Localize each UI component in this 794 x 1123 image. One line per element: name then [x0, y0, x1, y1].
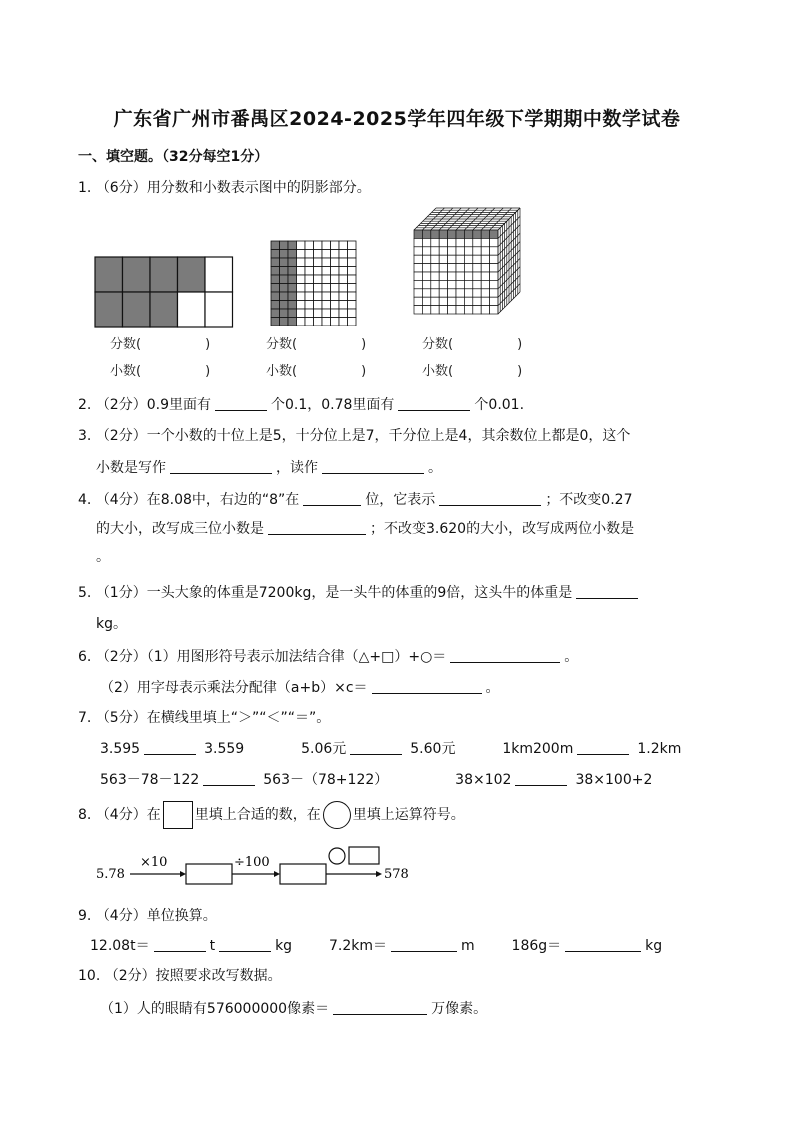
cube-cell: [439, 289, 447, 297]
cube-cell: [456, 306, 464, 314]
fraction-label-3: 分数( ): [422, 337, 523, 352]
answer-blank[interactable]: [333, 1000, 427, 1015]
grid-cell: [305, 309, 314, 318]
grid-cell: [305, 267, 314, 276]
grid-cell: [331, 250, 340, 259]
cube-cell: [464, 255, 472, 263]
cube-cell: [490, 238, 498, 246]
fraction-label-2: 分数( ): [266, 337, 367, 352]
grid-cell: [322, 292, 331, 301]
cube-cell: [439, 272, 447, 280]
cube-cell: [431, 297, 439, 305]
cube-cell: [431, 264, 439, 272]
grid-cell: [314, 284, 323, 293]
cube-cell: [422, 306, 430, 314]
grid-cell: [288, 241, 297, 250]
grid-cell: [288, 301, 297, 310]
square-box-icon: [163, 801, 193, 829]
cube-cell: [481, 289, 489, 297]
decimal-label-1: 小数( ): [110, 364, 211, 379]
grid-cell: [348, 301, 357, 310]
answer-blank[interactable]: [565, 937, 641, 952]
grid-cell: [297, 301, 306, 310]
grid-cell: [322, 241, 331, 250]
grid-cell: [297, 318, 306, 327]
grid-cell: [322, 309, 331, 318]
cube-cell: [431, 272, 439, 280]
cube-cell: [490, 255, 498, 263]
grid-cell: [297, 250, 306, 259]
grid-cell: [288, 250, 297, 259]
cube-cell: [464, 272, 472, 280]
grid-cell: [288, 292, 297, 301]
cube-cell: [456, 289, 464, 297]
cube-cell: [464, 306, 472, 314]
flow-diagram: [94, 842, 414, 888]
cube-cell: [414, 297, 422, 305]
grid-cell: [331, 241, 340, 250]
grid-cell: [322, 318, 331, 327]
question-9-row: 12.08t＝ t kg 7.2km＝ m 186g＝ kg: [90, 938, 663, 954]
cube-cell: [431, 306, 439, 314]
grid-cell: [205, 257, 233, 292]
cube-cell: [464, 280, 472, 288]
grid-cell: [280, 309, 289, 318]
cube-cell: [431, 230, 439, 238]
flow-start: 5.78: [96, 867, 125, 882]
answer-blank[interactable]: [450, 648, 560, 663]
grid-cell: [297, 275, 306, 284]
grid-cell: [271, 292, 280, 301]
cube-cell: [414, 306, 422, 314]
grid-cell: [305, 292, 314, 301]
cube-cell: [464, 264, 472, 272]
question-4-end: 。: [96, 549, 110, 565]
cube-cell: [422, 289, 430, 297]
grid-cell: [271, 284, 280, 293]
cube-cell: [490, 297, 498, 305]
answer-blank[interactable]: [439, 491, 541, 506]
grid-cell: [297, 309, 306, 318]
cube-cell: [422, 264, 430, 272]
cube-cell: [448, 264, 456, 272]
grid-cell: [339, 241, 348, 250]
cube-cell: [490, 247, 498, 255]
grid-cell: [331, 292, 340, 301]
grid-cell: [331, 284, 340, 293]
circle-icon: [323, 801, 351, 829]
cube-cell: [439, 280, 447, 288]
cube-cell: [464, 297, 472, 305]
grid-cell: [348, 284, 357, 293]
flow-op2: ÷100: [234, 855, 270, 870]
question-1: 1. （6分）用分数和小数表示图中的阴影部分。: [78, 180, 371, 196]
grid-cell: [322, 275, 331, 284]
grid-cell: [339, 284, 348, 293]
cube-cell: [448, 289, 456, 297]
grid-cell: [339, 301, 348, 310]
grid-cell: [348, 309, 357, 318]
grid-cell: [314, 241, 323, 250]
cube-cell: [464, 289, 472, 297]
cube-cell: [422, 272, 430, 280]
grid-cell: [314, 250, 323, 259]
answer-blank[interactable]: [215, 396, 267, 411]
answer-blank[interactable]: [219, 937, 271, 952]
cube-cell: [431, 255, 439, 263]
cube-cell: [456, 297, 464, 305]
grid-cell: [288, 309, 297, 318]
cube-cell: [439, 238, 447, 246]
answer-blank[interactable]: [577, 740, 629, 755]
question-8: 8. （4分）在 里填上合适的数，在 里填上运算符号。: [78, 800, 465, 830]
flow-box-3: [349, 847, 379, 864]
grid-cell: [348, 292, 357, 301]
cube-cell: [481, 230, 489, 238]
grid-cell: [348, 250, 357, 259]
grid-cell: [178, 257, 206, 292]
grid-cell: [322, 301, 331, 310]
cube-cell: [473, 238, 481, 246]
cube-cell: [481, 280, 489, 288]
grid-cell: [150, 292, 178, 327]
question-5: 5. （1分）一头大象的体重是7200kg，是一头牛的体重的9倍，这头牛的体重是: [78, 582, 642, 602]
cube-cell: [422, 230, 430, 238]
grid-cell: [331, 258, 340, 267]
grid-cell: [297, 258, 306, 267]
answer-blank[interactable]: [268, 520, 366, 535]
grid-cell: [305, 258, 314, 267]
cube-cell: [490, 306, 498, 314]
grid-cell: [205, 292, 233, 327]
cube-cell: [414, 255, 422, 263]
grid-cell: [288, 284, 297, 293]
grid-cell: [348, 318, 357, 327]
question-6-part2: （2）用字母表示乘法分配律（a+b）×c＝ 。: [100, 680, 500, 696]
cube-cell: [414, 238, 422, 246]
question-3: 3. （2分）一个小数的十位上是5，十分位上是7，千分位上是4，其余数位上都是0，这个: [78, 428, 631, 444]
cube-cell: [439, 264, 447, 272]
cube-cell: [414, 289, 422, 297]
cube-cell: [473, 255, 481, 263]
flow-op1: ×10: [140, 855, 168, 870]
cube-cell: [422, 247, 430, 255]
cube-cell: [490, 264, 498, 272]
thousand-cube-figure: [412, 206, 532, 330]
grid-cell: [322, 258, 331, 267]
grid-cell: [280, 318, 289, 327]
grid-cell: [271, 275, 280, 284]
answer-blank[interactable]: [398, 396, 470, 411]
grid-cell: [305, 250, 314, 259]
grid-cell: [280, 250, 289, 259]
grid-cell: [305, 241, 314, 250]
grid-cell: [322, 267, 331, 276]
answer-blank[interactable]: [372, 679, 482, 694]
cube-cell: [464, 238, 472, 246]
cube-cell: [490, 230, 498, 238]
grid-cell: [348, 275, 357, 284]
cube-cell: [439, 306, 447, 314]
grid-cell: [322, 284, 331, 293]
grid-cell: [280, 258, 289, 267]
answer-blank[interactable]: [144, 740, 196, 755]
grid-cell: [280, 292, 289, 301]
question-4: 4. （4分）在8.08中，右边的“8”在 位，它表示 ；不改变0.27: [78, 492, 633, 508]
cube-cell: [431, 289, 439, 297]
cube-cell: [490, 280, 498, 288]
grid-cell: [314, 309, 323, 318]
cube-cell: [422, 297, 430, 305]
grid-cell: [280, 267, 289, 276]
cube-cell: [448, 280, 456, 288]
cube-cell: [448, 255, 456, 263]
cube-cell: [481, 255, 489, 263]
grid-cell: [339, 275, 348, 284]
grid-cell: [348, 241, 357, 250]
grid-cell: [348, 258, 357, 267]
question-9: 9. （4分）单位换算。: [78, 908, 217, 924]
cube-cell: [481, 297, 489, 305]
question-10: 10. （2分）按照要求改写数据。: [78, 968, 282, 984]
grid-cell: [314, 318, 323, 327]
question-6: 6. （2分）（1）用图形符号表示加法结合律（△+□）+○＝ 。: [78, 649, 579, 665]
decimal-label-3: 小数( ): [422, 364, 523, 379]
grid-cell: [123, 257, 151, 292]
grid-cell: [271, 250, 280, 259]
grid-cell: [271, 318, 280, 327]
cube-cell: [473, 247, 481, 255]
cube-cell: [422, 255, 430, 263]
grid-cell: [271, 267, 280, 276]
grid-cell: [339, 258, 348, 267]
grid-cell: [322, 250, 331, 259]
cube-cell: [490, 289, 498, 297]
grid-cell: [288, 267, 297, 276]
question-7-row1: 3.595 3.559 5.06元 5.60元 1km200m 1.2km: [100, 741, 682, 757]
answer-blank[interactable]: [350, 740, 402, 755]
grid-cell: [288, 258, 297, 267]
rect-grid-figure: [94, 256, 234, 328]
cube-cell: [456, 230, 464, 238]
grid-cell: [331, 309, 340, 318]
grid-cell: [305, 301, 314, 310]
grid-cell: [297, 267, 306, 276]
cube-cell: [414, 272, 422, 280]
question-3-cont: 小数是写作 ，读作 。: [96, 460, 442, 476]
cube-cell: [473, 297, 481, 305]
cube-cell: [473, 264, 481, 272]
grid-cell: [314, 301, 323, 310]
cube-cell: [481, 247, 489, 255]
grid-cell: [150, 257, 178, 292]
cube-cell: [422, 238, 430, 246]
grid-cell: [297, 284, 306, 293]
cube-cell: [481, 238, 489, 246]
grid-cell: [339, 267, 348, 276]
cube-cell: [473, 280, 481, 288]
cube-cell: [431, 238, 439, 246]
cube-cell: [473, 272, 481, 280]
grid-cell: [314, 258, 323, 267]
grid-cell: [348, 267, 357, 276]
hundred-grid-figure: [270, 240, 360, 326]
grid-cell: [297, 292, 306, 301]
grid-cell: [305, 284, 314, 293]
grid-cell: [280, 275, 289, 284]
cube-cell: [414, 247, 422, 255]
grid-cell: [288, 318, 297, 327]
cube-cell: [448, 306, 456, 314]
cube-cell: [431, 247, 439, 255]
grid-cell: [288, 275, 297, 284]
answer-blank[interactable]: [303, 491, 361, 506]
grid-cell: [331, 275, 340, 284]
question-4-cont: 的大小，改写成三位小数是 ；不改变3.620的大小，改写成两位小数是: [96, 521, 635, 537]
answer-blank[interactable]: [203, 771, 255, 786]
flow-box-1: [186, 864, 232, 884]
grid-cell: [331, 301, 340, 310]
flow-box-2: [280, 864, 326, 884]
grid-cell: [314, 275, 323, 284]
fraction-label-1: 分数( ): [110, 337, 211, 352]
cube-cell: [456, 272, 464, 280]
cube-cell: [473, 289, 481, 297]
cube-cell: [414, 230, 422, 238]
cube-cell: [448, 297, 456, 305]
cube-cell: [481, 272, 489, 280]
answer-blank[interactable]: [391, 937, 457, 952]
grid-cell: [271, 241, 280, 250]
exam-title: 广东省广州市番禺区2024-2025学年四年级下学期期中数学试卷: [113, 108, 681, 130]
cube-cell: [456, 264, 464, 272]
grid-cell: [271, 309, 280, 318]
grid-cell: [339, 292, 348, 301]
grid-cell: [271, 258, 280, 267]
answer-blank[interactable]: [170, 459, 272, 474]
cube-cell: [439, 297, 447, 305]
question-7: 7. （5分）在横线里填上“＞”“＜”“＝”。: [78, 710, 331, 726]
question-5-cont: kg。: [96, 616, 127, 632]
grid-cell: [339, 318, 348, 327]
cube-cell: [439, 247, 447, 255]
cube-cell: [431, 280, 439, 288]
grid-cell: [271, 301, 280, 310]
answer-blank[interactable]: [576, 584, 638, 599]
grid-cell: [95, 292, 123, 327]
cube-cell: [439, 255, 447, 263]
cube-cell: [490, 272, 498, 280]
cube-cell: [456, 255, 464, 263]
grid-cell: [178, 292, 206, 327]
grid-cell: [314, 292, 323, 301]
decimal-label-2: 小数( ): [266, 364, 367, 379]
cube-cell: [414, 280, 422, 288]
grid-cell: [339, 250, 348, 259]
cube-cell: [456, 280, 464, 288]
cube-cell: [448, 247, 456, 255]
section-heading: 一、填空题。（32分每空1分）: [78, 149, 269, 165]
cube-cell: [481, 306, 489, 314]
grid-cell: [297, 241, 306, 250]
cube-cell: [414, 264, 422, 272]
grid-cell: [123, 292, 151, 327]
cube-cell: [456, 247, 464, 255]
grid-cell: [305, 318, 314, 327]
cube-cell: [448, 230, 456, 238]
grid-cell: [95, 257, 123, 292]
cube-cell: [473, 306, 481, 314]
cube-cell: [448, 272, 456, 280]
grid-cell: [305, 275, 314, 284]
cube-cell: [464, 230, 472, 238]
flow-end: 578: [384, 867, 409, 882]
question-7-row2: 563－78－122 563－（78+122） 38×102 38×100+2: [100, 772, 653, 788]
cube-cell: [456, 238, 464, 246]
cube-cell: [422, 280, 430, 288]
flow-circle-icon: [329, 848, 345, 864]
grid-cell: [339, 309, 348, 318]
cube-cell: [439, 230, 447, 238]
grid-cell: [331, 267, 340, 276]
grid-cell: [314, 267, 323, 276]
answer-blank[interactable]: [322, 459, 424, 474]
cube-cell: [448, 238, 456, 246]
grid-cell: [280, 284, 289, 293]
cube-cell: [473, 230, 481, 238]
grid-cell: [331, 318, 340, 327]
grid-cell: [280, 241, 289, 250]
question-2: 2. （2分）0.9里面有 个0.1，0.78里面有 个0.01.: [78, 397, 525, 413]
question-10-part1: （1）人的眼睛有576000000像素＝ 万像素。: [100, 1001, 488, 1017]
answer-blank[interactable]: [154, 937, 206, 952]
grid-cell: [280, 301, 289, 310]
answer-blank[interactable]: [515, 771, 567, 786]
cube-cell: [481, 264, 489, 272]
cube-cell: [464, 247, 472, 255]
